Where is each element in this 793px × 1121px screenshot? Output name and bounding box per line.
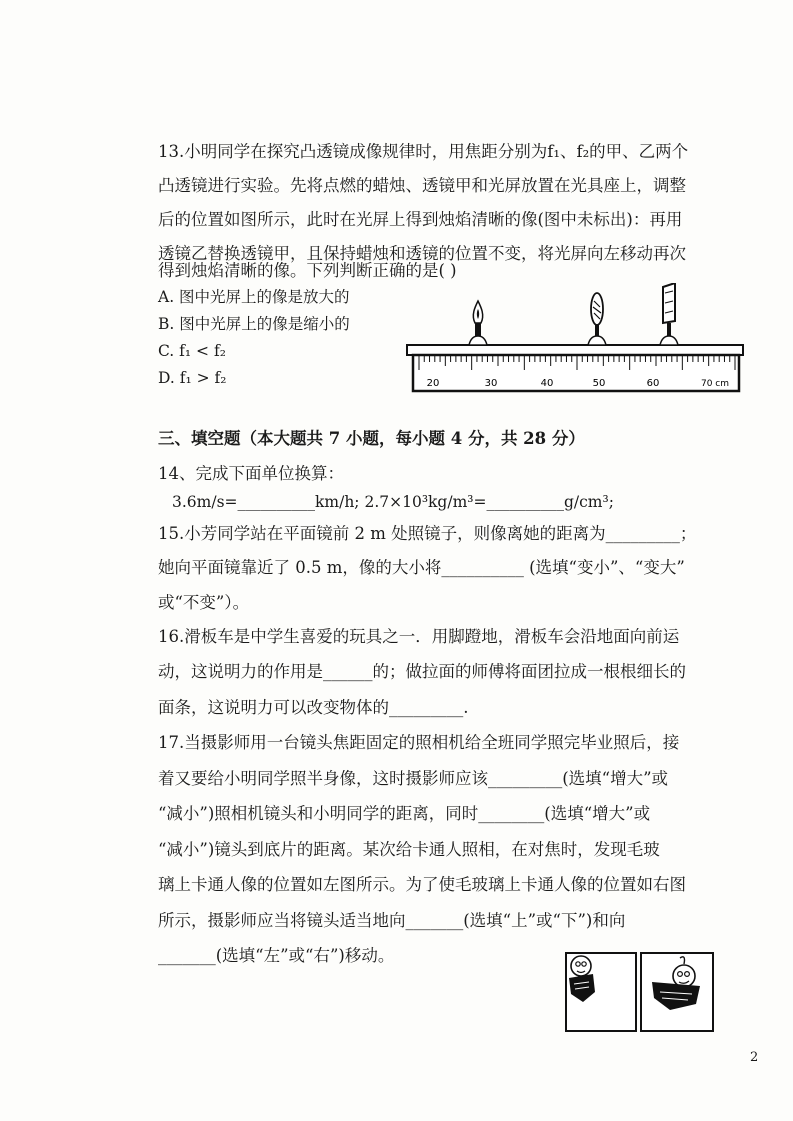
q13-option-a: A. 图中光屏上的像是放大的 (158, 288, 350, 306)
q16-line-2: 动，这说明力的作用是______的；做拉面的师傅将面团拉成一根根细长的 (158, 662, 686, 681)
q17-line-7: _______(选填“左”或“右”)移动。 (158, 946, 395, 965)
q13-line-5: 得到烛焰清晰的像。下列判断正确的是( ) (158, 261, 457, 280)
bench-rail (407, 345, 743, 355)
q13-line-1: 13.小明同学在探究凸透镜成像规律时，用焦距分别为f₁、f₂的甲、乙两个 (158, 142, 689, 161)
tick-label-70cm: 70 cm (700, 379, 730, 389)
q13-option-d: D. f₁ > f₂ (158, 369, 227, 387)
q13-line-2: 凸透镜进行实验。先将点燃的蜡烛、透镜甲和光屏放置在光具座上，调整 (158, 176, 686, 195)
q13-line-4: 透镜乙替换透镜甲，且保持蜡烛和透镜的位置不变，将光屏向左移动再次 (158, 244, 686, 263)
tick-label-40: 40 (540, 378, 554, 389)
q16-line-1: 16.滑板车是中学生喜爱的玩具之一．用脚蹬地，滑板车会沿地面向前运 (158, 627, 680, 646)
bench-ruler (413, 355, 739, 391)
q16-line-3: 面条，这说明力可以改变物体的_________. (158, 698, 469, 717)
q14-title: 14、完成下面单位换算： (158, 464, 344, 483)
q17-line-5: 璃上卡通人像的位置如左图所示。为了使毛玻璃上卡通人像的位置如右图 (158, 875, 686, 894)
q17-line-1: 17.当摄影师用一台镜头焦距固定的照相机给全班同学照完毕业照后，接 (158, 733, 680, 752)
q13-option-b: B. 图中光屏上的像是缩小的 (158, 315, 350, 333)
tick-label-60: 60 (646, 378, 660, 389)
section-3-heading: 三、填空题（本大题共 7 小题，每小题 4 分，共 28 分） (158, 429, 585, 448)
q13-option-c: C. f₁ < f₂ (158, 342, 226, 360)
q15-line-2: 她向平面镜靠近了 0.5 m，像的大小将__________ (选填“变小”、“变大” (158, 558, 685, 577)
cartoon-figure-left (569, 956, 595, 1002)
q17-line-4: “减小”)镜头到底片的距离。某次给卡通人照相，在对焦时，发现毛玻 (158, 840, 660, 859)
q17-line-6: 所示，摄影师应当将镜头适当地向_______(选填“上”或“下”)和向 (158, 911, 626, 930)
candle (469, 301, 487, 345)
q15-line-3: 或“不变”）。 (158, 593, 250, 612)
convex-lens (588, 293, 606, 345)
cartoon-left-frame (565, 952, 637, 1032)
q17-line-3: “减小”)照相机镜头和小明同学的距离，同时________(选填“增大”或 (158, 804, 651, 823)
tick-label-30: 30 (484, 378, 498, 389)
cartoon-right-frame (640, 952, 714, 1032)
tick-label-50: 50 (592, 378, 606, 389)
q14-conversion-line: 3.6m/s=__________km/h; 2.7×10³kg/m³=__________g/cm³; (172, 493, 614, 511)
q17-line-2: 着又要给小明同学照半身像，这时摄影师应该_________(选填“增大”或 (158, 769, 669, 788)
tick-label-20: 20 (426, 378, 440, 389)
light-screen (660, 283, 678, 345)
q15-line-1: 15.小芳同学站在平面镜前 2 m 处照镜子，则像离她的距离为_________； (158, 524, 697, 543)
optical-bench-figure (405, 283, 745, 401)
page-number: 2 (750, 1050, 759, 1065)
q13-line-3: 后的位置如图所示，此时在光屏上得到烛焰清晰的像(图中未标出)：再用 (158, 210, 683, 229)
